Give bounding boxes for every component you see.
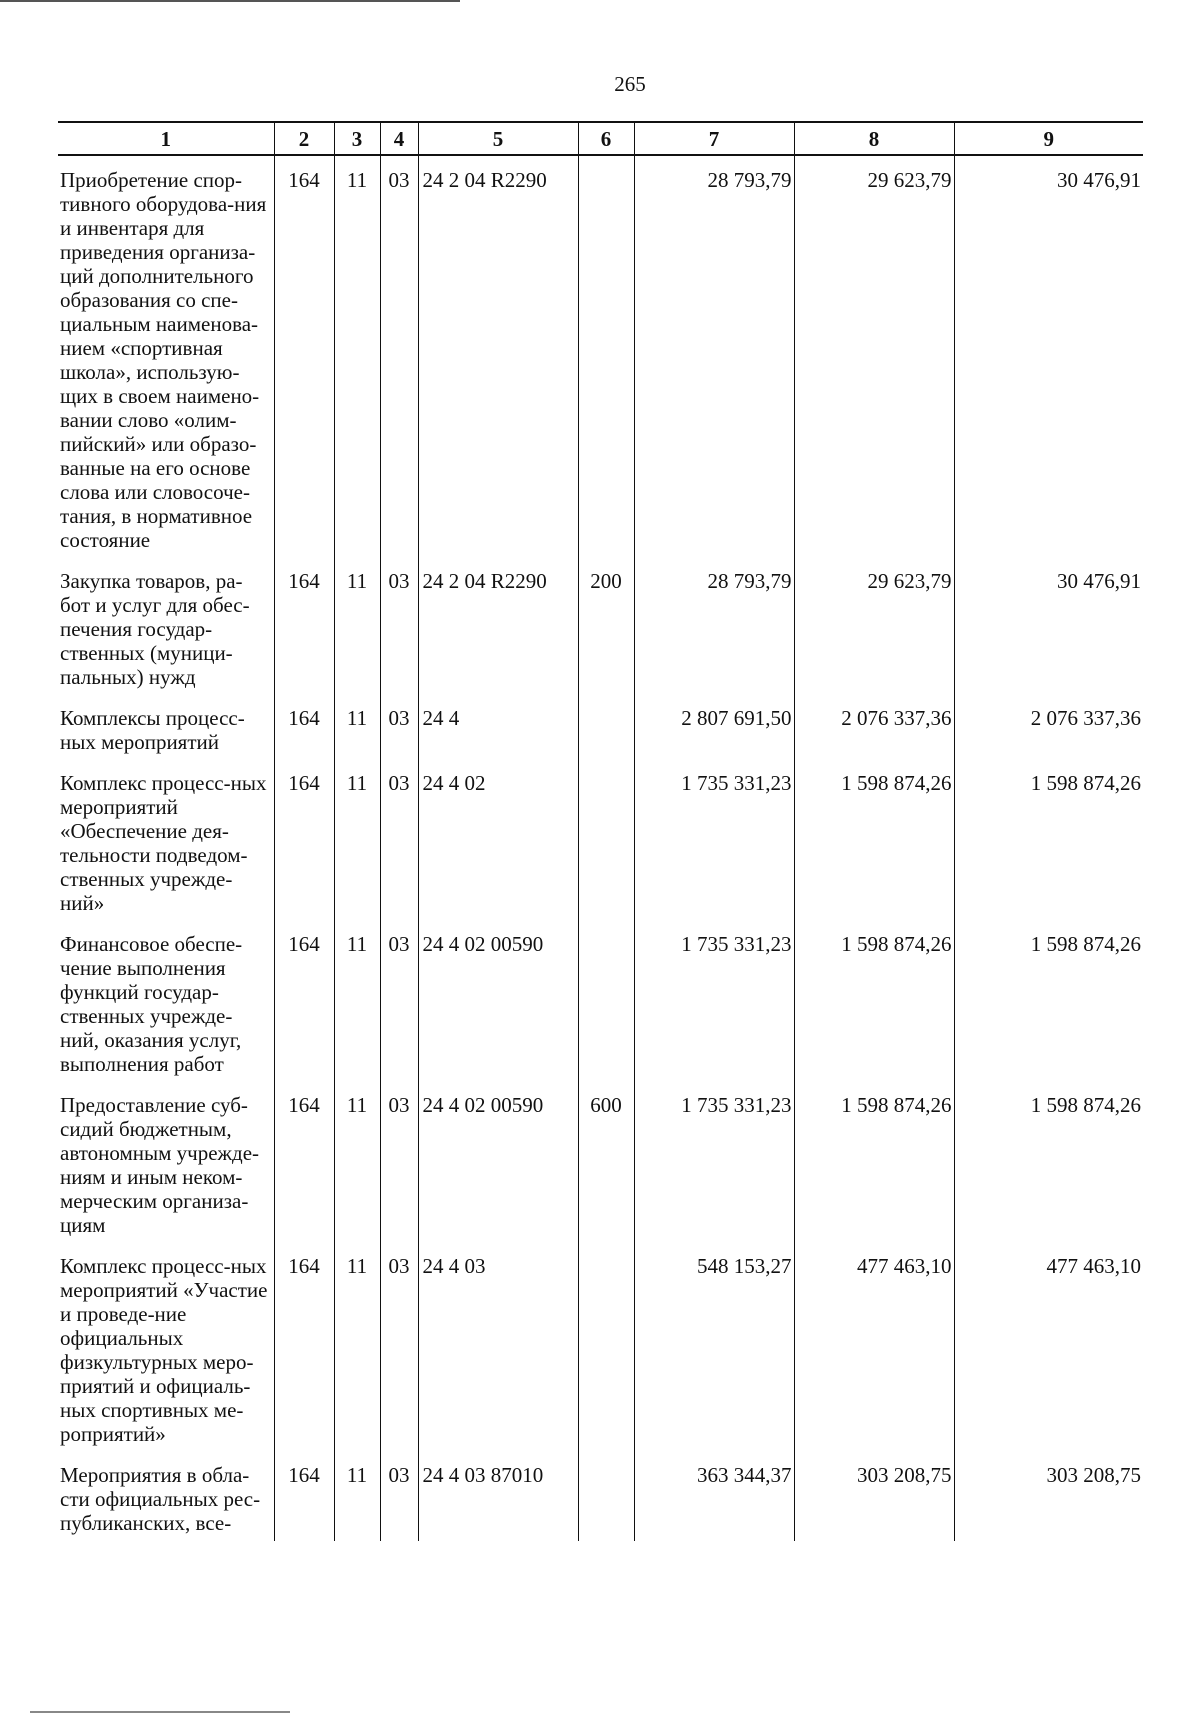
cell-col8: 303 208,75 [794, 1452, 954, 1541]
cell-col4: 03 [380, 695, 418, 760]
cell-col8: 2 076 337,36 [794, 695, 954, 760]
cell-col5: 24 4 03 [418, 1243, 578, 1452]
cell-col3: 11 [334, 1082, 380, 1243]
cell-col7: 363 344,37 [634, 1452, 794, 1541]
budget-table-sheet [58, 121, 1143, 1571]
cell-col2: 164 [274, 695, 334, 760]
table-row [58, 760, 1143, 921]
cell-col3: 11 [334, 695, 380, 760]
row-name: Финансовое обеспе-чение выполнения функций государ-ственных учрежде-ний, оказания услуг, выполнения работ [58, 921, 274, 1082]
cell-col2: 164 [274, 760, 334, 921]
header-cell: 4 [380, 122, 418, 155]
row-name: Предоставление суб-сидий бюджетным, автономным учрежде-ниям и иным неком-мерческим организа-циям [58, 1082, 274, 1243]
header-row [58, 122, 1143, 155]
cell-col6 [578, 760, 634, 921]
header-cell: 2 [274, 122, 334, 155]
cell-col8: 1 598 874,26 [794, 1082, 954, 1243]
cell-col8: 29 623,79 [794, 558, 954, 695]
cell-col3: 11 [334, 760, 380, 921]
cell-col5: 24 4 02 00590 [418, 1082, 578, 1243]
table-row [58, 921, 1143, 1082]
cell-col6 [578, 155, 634, 558]
scan-edge-top [0, 0, 460, 2]
table-row [58, 155, 1143, 558]
cell-col2: 164 [274, 155, 334, 558]
header-cell: 1 [58, 122, 274, 155]
table-row [58, 1452, 1143, 1541]
cell-col6 [578, 695, 634, 760]
row-name: Закупка товаров, ра-бот и услуг для обес-печения государ-ственных (муници-пальных) нужд [58, 558, 274, 695]
header-cell: 7 [634, 122, 794, 155]
cell-col4: 03 [380, 155, 418, 558]
cell-col9: 30 476,91 [954, 558, 1143, 695]
cell-col5: 24 4 [418, 695, 578, 760]
cell-col2: 164 [274, 558, 334, 695]
cell-col8: 477 463,10 [794, 1243, 954, 1452]
header-cell: 5 [418, 122, 578, 155]
cell-col4: 03 [380, 760, 418, 921]
cell-col7: 28 793,79 [634, 558, 794, 695]
cell-col9: 1 598 874,26 [954, 760, 1143, 921]
cell-col4: 03 [380, 558, 418, 695]
cell-col9: 1 598 874,26 [954, 921, 1143, 1082]
budget-table [58, 121, 1143, 1541]
cell-col6 [578, 1243, 634, 1452]
cell-col3: 11 [334, 155, 380, 558]
cell-col4: 03 [380, 1243, 418, 1452]
cell-col3: 11 [334, 1243, 380, 1452]
cell-col6 [578, 921, 634, 1082]
table-row [58, 1082, 1143, 1243]
cell-col8: 29 623,79 [794, 155, 954, 558]
cell-col5: 24 2 04 R2290 [418, 155, 578, 558]
page-number: 265 [614, 72, 646, 96]
cell-col3: 11 [334, 1452, 380, 1541]
cell-col9: 30 476,91 [954, 155, 1143, 558]
cell-col8: 1 598 874,26 [794, 921, 954, 1082]
cell-col8: 1 598 874,26 [794, 760, 954, 921]
cell-col6: 200 [578, 558, 634, 695]
cell-col9: 2 076 337,36 [954, 695, 1143, 760]
cell-col7: 548 153,27 [634, 1243, 794, 1452]
cell-col5: 24 4 02 00590 [418, 921, 578, 1082]
header-cell: 3 [334, 122, 380, 155]
cell-col6: 600 [578, 1082, 634, 1243]
header-cell: 6 [578, 122, 634, 155]
cell-col7: 28 793,79 [634, 155, 794, 558]
cell-col2: 164 [274, 1243, 334, 1452]
row-name: Комплексы процесс-ных мероприятий [58, 695, 274, 760]
table-row [58, 695, 1143, 760]
cell-col7: 2 807 691,50 [634, 695, 794, 760]
row-name: Мероприятия в обла-сти официальных рес-публиканских, все- [58, 1452, 274, 1541]
cell-col3: 11 [334, 558, 380, 695]
cell-col9: 1 598 874,26 [954, 1082, 1143, 1243]
cell-col9: 477 463,10 [954, 1243, 1143, 1452]
cell-col5: 24 4 03 87010 [418, 1452, 578, 1541]
cell-col2: 164 [274, 921, 334, 1082]
cell-col9: 303 208,75 [954, 1452, 1143, 1541]
cell-col4: 03 [380, 921, 418, 1082]
cell-col2: 164 [274, 1452, 334, 1541]
table-row [58, 558, 1143, 695]
row-name: Комплекс процесс-ных мероприятий «Обеспечение дея-тельности подведом-ственных учрежде-ний» [58, 760, 274, 921]
cell-col7: 1 735 331,23 [634, 921, 794, 1082]
cell-col5: 24 2 04 R2290 [418, 558, 578, 695]
header-cell: 9 [954, 122, 1143, 155]
header-cell: 8 [794, 122, 954, 155]
cell-col7: 1 735 331,23 [634, 760, 794, 921]
table-row [58, 1243, 1143, 1452]
cell-col3: 11 [334, 921, 380, 1082]
cell-col6 [578, 1452, 634, 1541]
row-name: Приобретение спор-тивного оборудова-ния и инвентаря для приведения организа-ций дополнительного образования со спе-циальным наименова-нием «спортивная школа», использую-щих в своем наимено-вании слово «олим-пийский» или образо-ванные на его основе слова или словосоче-тания, в нормативное состояние [58, 155, 274, 558]
row-name: Комплекс процесс-ных мероприятий «Участие и проведе-ние официальных физкультурных меро-приятий и официаль-ных спортивных ме-роприятий» [58, 1243, 274, 1452]
cell-col5: 24 4 02 [418, 760, 578, 921]
scan-edge-bottom [30, 1711, 290, 1713]
cell-col4: 03 [380, 1082, 418, 1243]
cell-col2: 164 [274, 1082, 334, 1243]
cell-col4: 03 [380, 1452, 418, 1541]
cell-col7: 1 735 331,23 [634, 1082, 794, 1243]
